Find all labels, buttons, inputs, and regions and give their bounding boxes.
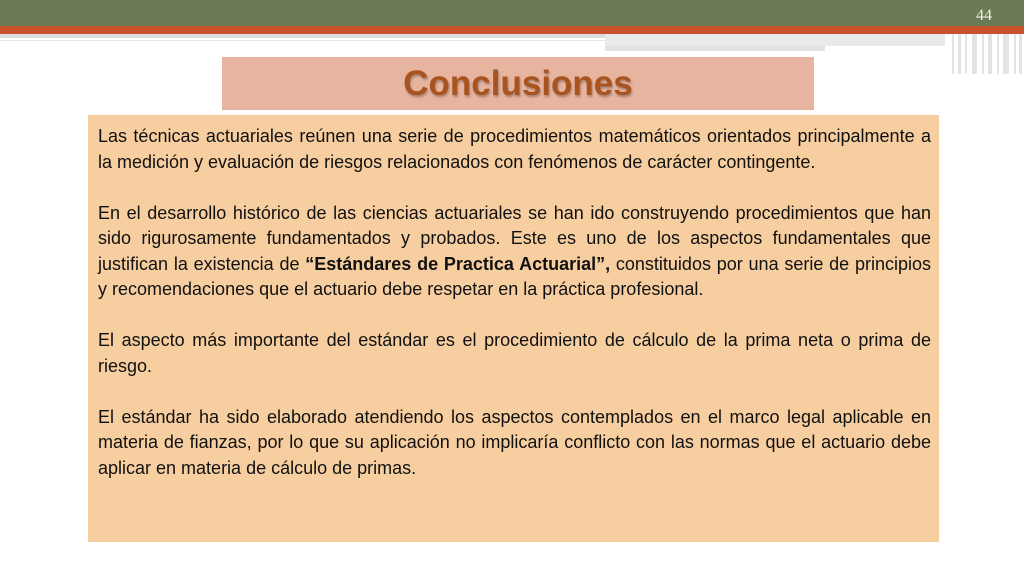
standards-emphasis: “Estándares de Practica Actuarial”, <box>305 253 611 274</box>
decorative-stripes <box>948 34 1024 74</box>
slide-number: 44 <box>976 7 992 24</box>
decorative-line <box>605 34 945 46</box>
slide-title: Conclusiones <box>403 63 633 103</box>
paragraph-4: El estándar ha sido elaborado atendiendo los aspectos contemplados en el marco legal aplicable en materia de fianzas, por lo que su aplicación no implicaría conflicto con las normas que el actuario debe aplicar en materia de cálculo de primas. <box>98 406 931 478</box>
paragraph-1: Las técnicas actuariales reúnen una serie de procedimientos matemáticos orientados principalmente a la medición y evaluación de riesgos relacionados con fenómenos de carácter contingente. <box>98 126 931 172</box>
title-banner <box>222 57 814 110</box>
paragraph-2-text-end: constituidos por una serie de principios y recomendaciones que el actuario debe respetar en la práctica profesional. <box>98 253 932 299</box>
header-bar <box>0 0 1024 26</box>
decorative-line <box>605 46 825 51</box>
paragraph-3: El aspecto más importante del estándar es el procedimiento de cálculo de la prima neta o prima de riesgo. <box>98 330 931 376</box>
decorative-line <box>0 34 605 38</box>
paragraph-2 <box>98 201 931 303</box>
content-panel <box>88 115 939 542</box>
paragraph-2-text-start: En el desarrollo histórico de las ciencias actuariales se han ido construyendo procedimientos que han sido rigurosamente fundamentados y probados. Este es uno de los aspectos fundamentales que justifican la existencia de <box>98 202 931 274</box>
accent-band <box>0 26 1024 34</box>
decorative-line <box>0 40 605 41</box>
